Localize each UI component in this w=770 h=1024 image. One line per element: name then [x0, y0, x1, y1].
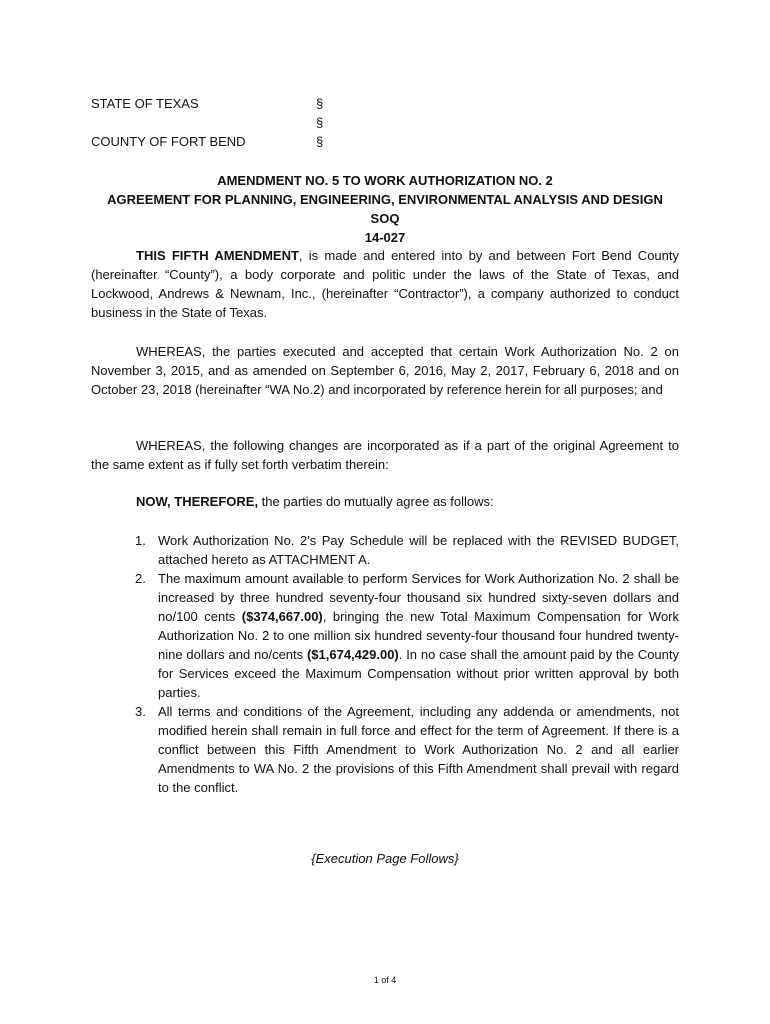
document-title	[91, 171, 679, 247]
title-line-1: AMENDMENT NO. 5 TO WORK AUTHORIZATION NO. 2	[217, 173, 553, 188]
item-number: 1.	[135, 533, 146, 548]
county-label: COUNTY OF FORT BEND	[91, 134, 246, 149]
title-line-3: 14-027	[364, 230, 406, 245]
intro-paragraph	[91, 246, 679, 322]
page-number: 1 of 4	[373, 975, 397, 985]
now-therefore-text: the parties do mutually agree as follows:	[258, 494, 494, 509]
list-item	[91, 702, 679, 797]
item-number: 3.	[135, 704, 146, 719]
list-item	[91, 531, 679, 569]
item-text: , bringing the new Total Maximum Compensation for Work Authorization No. 2 to one million six hundred seventy-four thousand four hundred twenty-nine dollars and no/cents	[158, 609, 679, 662]
item-text: The maximum amount available to perform Services for Work Authorization No. 2 shall be increased by three hundred seventy-four thousand six hundred sixty-seven dollars and no/100 cents	[158, 571, 679, 624]
item-text: Work Authorization No. 2’s Pay Schedule will be replaced with the REVISED BUDGET, attached hereto as ATTACHMENT A.	[158, 533, 679, 567]
whereas-paragraph-1: WHEREAS, the parties executed and accepted that certain Work Authorization No. 2 on November 3, 2015, and as amended on September 6, 2016, May 2, 2017, February 6, 2018 and on October 23, 2018 (hereinafter “WA No.2) and incorporated by reference herein for all purposes; and	[91, 344, 679, 397]
item-text: . In no case shall the amount paid by the County for Services exceed the Maximum Compensation without prior written approval by both parties.	[158, 647, 680, 700]
item-text: All terms and conditions of the Agreement, including any addenda or amendments, not modified herein shall remain in full force and effect for the term of Agreement. If there is a conflict between this Fifth Amendment to Work Authorization No. 2 and all earlier Amendments to WA No. 2 the provisions of this Fifth Amendment shall prevail with regard to the conflict.	[158, 704, 679, 795]
item-number: 2.	[135, 571, 146, 586]
intro-bold-lead: THIS FIFTH AMENDMENT	[136, 248, 299, 263]
now-therefore-bold: NOW, THEREFORE,	[136, 494, 259, 509]
agreement-items-list	[91, 531, 679, 797]
state-label: STATE OF TEXAS	[91, 96, 199, 111]
now-therefore-paragraph	[91, 492, 679, 511]
list-item	[91, 569, 679, 702]
title-line-2: AGREEMENT FOR PLANNING, ENGINEERING, ENVIRONMENTAL ANALYSIS AND DESIGN SOQ	[107, 192, 663, 226]
execution-page-note: {Execution Page Follows}	[311, 851, 459, 866]
total-compensation-amount: ($1,674,429.00)	[306, 647, 399, 662]
venue-caption	[91, 94, 691, 151]
section-symbol: §	[316, 134, 324, 149]
section-symbol: §	[316, 115, 324, 130]
section-symbol: §	[316, 96, 324, 111]
intro-text: , is made and entered into by and between Fort Bend County (hereinafter “County”), a body corporate and politic under the laws of the State of Texas, and Lockwood, Andrews & Newnam, Inc., (hereinafter “Contractor”), a company authorized to conduct business in the State of Texas.	[91, 248, 679, 320]
whereas-paragraph-2: WHEREAS, the following changes are incorporated as if a part of the original Agreement to the same extent as if fully set forth verbatim therein:	[91, 438, 679, 472]
increase-amount: ($374,667.00)	[241, 609, 323, 624]
